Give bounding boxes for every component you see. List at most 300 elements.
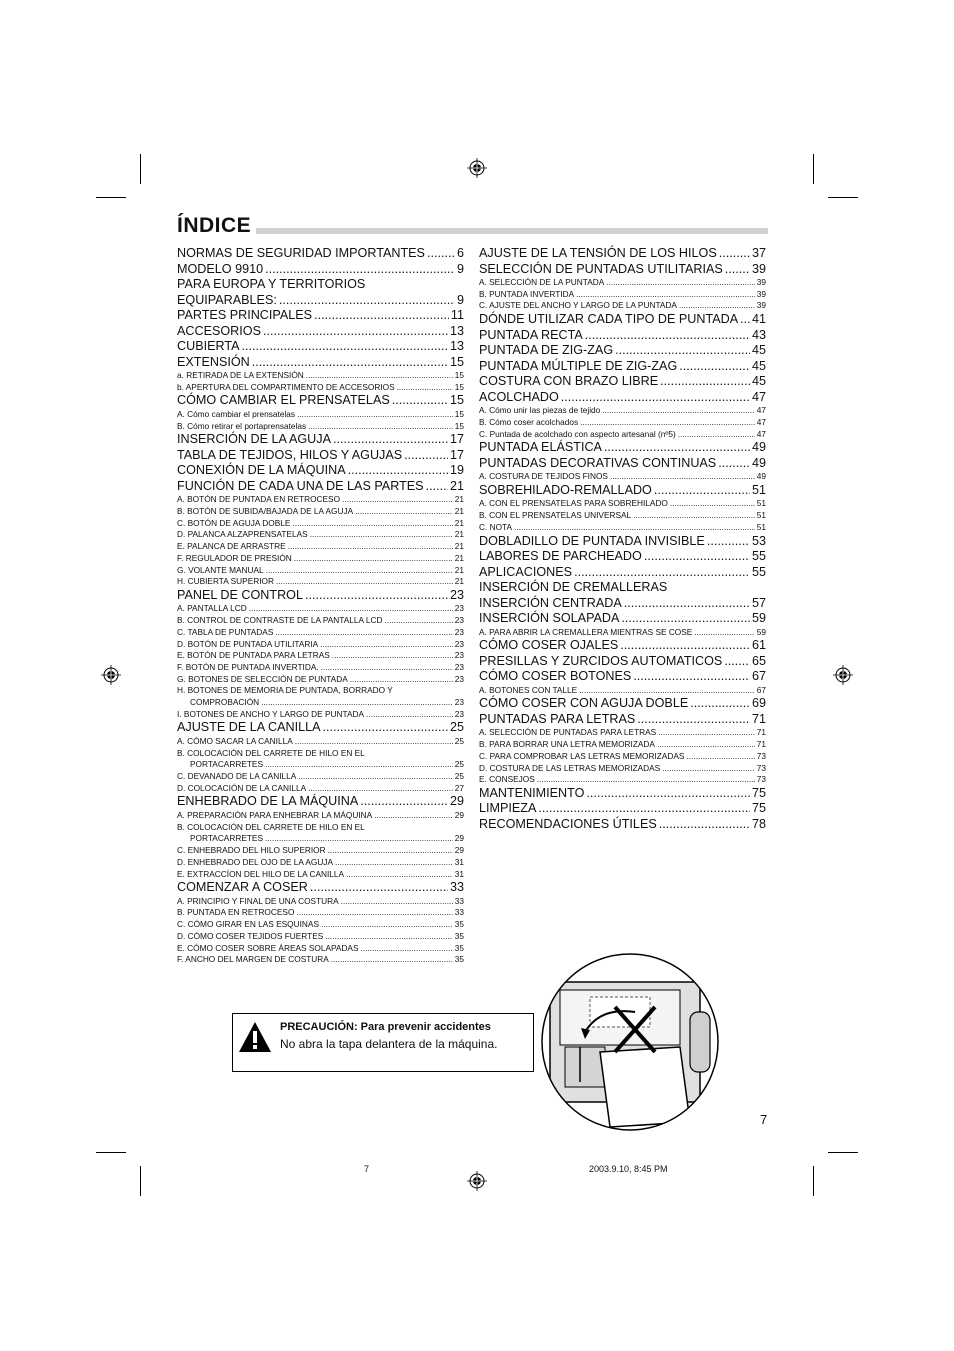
toc-entry xyxy=(177,603,464,615)
toc-entry xyxy=(177,931,464,943)
toc-leader-dots xyxy=(397,382,453,394)
toc-entry xyxy=(177,393,464,409)
toc-leader-dots xyxy=(654,483,750,499)
footer-timestamp: 2003.9.10, 8:45 PM xyxy=(589,1164,668,1174)
caution-box xyxy=(232,1013,534,1072)
toc-entry xyxy=(177,907,464,919)
sewing-machine-front-cover-icon xyxy=(540,952,720,1132)
toc-entry-label: APLICACIONES xyxy=(479,564,573,579)
toc-entry xyxy=(479,429,766,441)
toc-entry-label: AJUSTE DE LA CANILLA xyxy=(177,720,321,735)
toc-entry-label: CÓMO CAMBIAR EL PRENSATELAS xyxy=(177,393,390,408)
toc-entry-page: 13 xyxy=(449,339,464,353)
toc-entry-label: B. COLOCACIÓN DEL CARRETE DE HILO EN EL xyxy=(177,821,365,832)
toc-entry-label: B. PUNTADA EN RETROCESO xyxy=(177,907,295,918)
toc-entry xyxy=(177,736,464,748)
toc-entry-page: 55 xyxy=(751,549,766,564)
toc-entry-page: 43 xyxy=(751,327,766,342)
toc-leader-dots xyxy=(346,869,453,881)
toc-entry-label: B. Cómo retirar el portaprensatelas xyxy=(177,420,307,431)
registration-mark-icon xyxy=(467,1171,487,1191)
toc-entry-page: 9 xyxy=(456,261,464,276)
toc-entry-label: INSERCIÓN DE CREMALLERAS xyxy=(479,580,668,595)
toc-leader-dots xyxy=(670,498,755,510)
toc-entry xyxy=(177,919,464,931)
toc-entry-page: 29 xyxy=(449,794,464,809)
toc-entry xyxy=(479,390,766,406)
toc-entry-label: ENHEBRADO DE LA MÁQUINA xyxy=(177,794,359,809)
toc-leader-dots xyxy=(298,771,452,783)
toc-entry xyxy=(177,277,464,293)
toc-entry-label: INSERCIÓN SOLAPADA xyxy=(479,611,620,626)
toc-left-column xyxy=(177,246,464,966)
toc-entry-page: 23 xyxy=(454,638,464,649)
toc-leader-dots xyxy=(265,759,453,771)
toc-entry-label: C. ENHEBRADO DEL HILO SUPERIOR xyxy=(177,845,326,856)
toc-entry-page: 11 xyxy=(450,308,464,322)
toc-entry-label: CÓMO COSER OJALES xyxy=(479,638,619,653)
toc-entry-page: 39 xyxy=(751,261,766,276)
toc-entry-label: B. PUNTADA INVERTIDA xyxy=(479,288,575,299)
toc-entry-label: PRESILLAS Y ZURCIDOS AUTOMATICOS xyxy=(479,653,723,668)
toc-entry-label: CÓMO COSER BOTONES xyxy=(479,669,632,684)
toc-leader-dots xyxy=(576,289,755,301)
toc-entry-label: I. BOTONES DE ANCHO Y LARGO DE PUNTADA xyxy=(177,708,365,719)
toc-leader-dots xyxy=(310,529,453,541)
toc-entry-label: DOBLADILLO DE PUNTADA INVISIBLE xyxy=(479,533,705,548)
toc-leader-dots xyxy=(276,576,453,588)
toc-entry xyxy=(177,833,464,845)
toc-leader-dots xyxy=(355,506,453,518)
toc-entry-page: 69 xyxy=(751,696,766,711)
toc-entry-label: PANEL DE CONTROL xyxy=(177,587,303,602)
toc-leader-dots xyxy=(263,324,448,340)
toc-entry-label: a. RETIRADA DE LA EXTENSIÓN xyxy=(177,370,304,380)
toc-entry-label: EXTENSIÓN xyxy=(177,354,250,369)
toc-leader-dots xyxy=(624,596,750,612)
toc-leader-dots xyxy=(297,409,453,421)
toc-entry-label: E. CÓMO COSER SOBRE ÁREAS SOLAPADAS xyxy=(177,942,359,953)
toc-entry xyxy=(177,541,464,553)
toc-leader-dots xyxy=(537,774,755,786)
toc-entry-label: B. PARA BORRAR UNA LETRA MEMORIZADA xyxy=(479,739,655,750)
toc-entry-label: b. APERTURA DEL COMPARTIMENTO DE ACCESORIOS xyxy=(177,381,395,392)
toc-entry-page: 47 xyxy=(756,416,766,427)
toc-entry xyxy=(177,382,464,394)
toc-entry xyxy=(479,359,766,375)
toc-entry xyxy=(479,696,766,712)
toc-entry-label: B. CON EL PRENSATELAS UNIVERSAL xyxy=(479,510,632,521)
toc-leader-dots xyxy=(275,627,452,639)
toc-entry xyxy=(177,463,464,479)
toc-entry-label: INSERCIÓN DE LA AGUJA xyxy=(177,432,331,447)
toc-leader-dots xyxy=(331,954,453,966)
toc-entry xyxy=(479,343,766,359)
toc-entry-page: 67 xyxy=(751,669,766,684)
toc-entry-label: B. BOTÓN DE SUBIDA/BAJADA DE LA AGUJA xyxy=(177,506,354,517)
toc-entry-label: A. CON EL PRENSATELAS PARA SOBREHILADO xyxy=(479,498,668,509)
toc-entry xyxy=(177,355,464,371)
toc-leader-dots xyxy=(314,308,449,324)
crop-mark xyxy=(140,154,141,184)
toc-leader-dots xyxy=(292,518,452,530)
toc-entry-page: 29 xyxy=(454,845,464,856)
toc-entry-label: C. PARA COMPROBAR LAS LETRAS MEMORIZADAS xyxy=(479,750,685,761)
toc-entry-label: CÓMO COSER CON AGUJA DOBLE xyxy=(479,696,689,711)
toc-entry xyxy=(177,943,464,955)
toc-entry xyxy=(479,300,766,312)
toc-entry-label: D. COSTURA DE LAS LETRAS MEMORIZADAS xyxy=(479,762,661,773)
toc-entry-label: PORTACARRETES xyxy=(190,833,263,844)
toc-entry xyxy=(177,506,464,518)
toc-entry-label: PUNTADAS PARA LETRAS xyxy=(479,711,636,726)
toc-leader-dots xyxy=(384,615,452,627)
toc-entry-label: COSTURA CON BRAZO LIBRE xyxy=(479,374,659,389)
toc-entry xyxy=(177,810,464,822)
toc-entry-page: 19 xyxy=(449,463,464,478)
toc-entry-page: 39 xyxy=(756,300,766,311)
toc-entry-page: 45 xyxy=(751,343,766,358)
toc-entry xyxy=(177,627,464,639)
toc-entry xyxy=(479,727,766,739)
crop-mark xyxy=(96,197,126,198)
toc-leader-dots xyxy=(585,328,750,344)
toc-entry xyxy=(177,845,464,857)
toc-entry-label: F. BOTÓN DE PUNTADA INVERTIDA. xyxy=(177,661,319,672)
toc-entry-label: A. PRINCIPIO Y FINAL DE UNA COSTURA xyxy=(177,895,339,906)
toc-entry-page: 75 xyxy=(751,801,766,816)
toc-entry-label: CUBIERTA xyxy=(177,339,240,353)
toc-entry-label: B. Cómo coser acolchados xyxy=(479,416,579,427)
toc-entry xyxy=(177,650,464,662)
toc-entry-label: PORTACARRETES xyxy=(190,759,263,770)
toc-entry-page: 73 xyxy=(756,762,766,773)
toc-entry-label: CONEXIÓN DE LA MÁQUINA xyxy=(177,463,346,478)
toc-leader-dots xyxy=(265,262,455,278)
toc-entry-label: E. CONSEJOS xyxy=(479,774,535,785)
toc-leader-dots xyxy=(321,662,453,674)
toc-entry-page: 17 xyxy=(449,432,464,447)
toc-entry-label: SELECCIÓN DE PUNTADAS UTILITARIAS xyxy=(479,261,723,276)
toc-entry xyxy=(177,246,464,262)
toc-entry xyxy=(177,783,464,795)
toc-entry-label: A. PREPARACIÓN PARA ENHEBRAR LA MÁQUINA xyxy=(177,809,373,820)
toc-leader-dots xyxy=(266,565,453,577)
toc-entry xyxy=(479,549,766,565)
toc-entry xyxy=(177,685,464,697)
toc-entry xyxy=(479,456,766,472)
toc-entry xyxy=(479,262,766,278)
toc-entry-page: 71 xyxy=(756,727,766,738)
toc-leader-dots xyxy=(325,931,452,943)
toc-entry-label: C. TABLA DE PUNTADAS xyxy=(177,626,274,637)
crop-mark xyxy=(828,197,858,198)
toc-entry-label: A. Cómo cambiar el prensatelas xyxy=(177,408,296,419)
toc-entry-page: 23 xyxy=(454,697,464,708)
toc-entry-page: 15 xyxy=(454,370,464,380)
toc-leader-dots xyxy=(427,246,455,262)
toc-entry-label: EQUIPARABLES: xyxy=(177,292,277,307)
toc-entry-label: B. CONTROL DE CONTRASTE DE LA PANTALLA LCD xyxy=(177,615,383,626)
toc-entry-page: 23 xyxy=(449,587,464,602)
page-number: 7 xyxy=(760,1112,768,1127)
toc-entry-label: PUNTADA MÚLTIPLE DE ZIG-ZAG xyxy=(479,358,678,373)
toc-entry-label: A. SELECCIÓN DE PUNTADAS PARA LETRAS xyxy=(479,727,657,738)
toc-leader-dots xyxy=(658,727,755,739)
toc-entry-label: PUNTADAS DECORATIVAS CONTINUAS xyxy=(479,455,717,470)
toc-entry-label: MODELO 9910 xyxy=(177,261,264,276)
toc-entry xyxy=(479,312,766,328)
toc-entry xyxy=(177,759,464,771)
toc-entry-page: 23 xyxy=(454,661,464,672)
toc-leader-dots xyxy=(321,919,453,931)
toc-entry xyxy=(479,654,766,670)
toc-entry xyxy=(177,615,464,627)
warning-triangle-icon xyxy=(238,1021,272,1053)
toc-leader-dots xyxy=(288,541,453,553)
toc-entry-label: A. PARA ABRIR LA CREMALLERA MIENTRAS SE COSE xyxy=(479,626,693,637)
toc-entry-page: 39 xyxy=(756,288,766,299)
toc-entry-page: 21 xyxy=(454,529,464,540)
toc-entry-label: PUNTADA RECTA xyxy=(479,327,583,342)
toc-entry-label: F. ANCHO DEL MARGEN DE COSTURA xyxy=(177,954,329,965)
toc-leader-dots xyxy=(707,534,750,550)
toc-entry xyxy=(177,370,464,382)
toc-entry-page: 49 xyxy=(751,455,766,470)
toc-leader-dots xyxy=(660,374,750,390)
toc-entry xyxy=(479,510,766,522)
toc-entry-label: E. BOTÓN DE PUNTADA PARA LETRAS xyxy=(177,650,330,661)
toc-entry-page: 21 xyxy=(454,541,464,552)
toc-entry-label: D. PALANCA ALZAPRENSATELAS xyxy=(177,529,308,540)
toc-entry-page: 6 xyxy=(456,246,464,260)
toc-leader-dots xyxy=(690,696,750,712)
registration-mark-icon xyxy=(833,665,853,685)
toc-entry-label: A. PANTALLA LCD xyxy=(177,603,247,614)
toc-entry xyxy=(177,529,464,541)
toc-entry-label: E. EXTRACCÍON DEL HILO DE LA CANILLA xyxy=(177,868,345,879)
toc-entry-label: A. Cómo unir las piezas de tejido xyxy=(479,405,601,416)
toc-leader-dots xyxy=(342,494,453,506)
toc-entry-page: 31 xyxy=(454,868,464,879)
title-rule xyxy=(256,228,768,234)
toc-leader-dots xyxy=(261,697,453,709)
toc-leader-dots xyxy=(633,510,755,522)
toc-entry-label: H. CUBIERTA SUPERIOR xyxy=(177,576,274,587)
toc-entry-label: A. BOTÓN DE PUNTADA EN RETROCESO xyxy=(177,494,341,505)
toc-entry xyxy=(177,576,464,588)
toc-entry-label: C. BOTÓN DE AGUJA DOBLE xyxy=(177,517,291,528)
toc-leader-dots xyxy=(662,763,755,775)
toc-entry xyxy=(177,869,464,881)
toc-entry xyxy=(177,822,464,834)
toc-leader-dots xyxy=(659,817,750,833)
toc-leader-dots xyxy=(644,549,750,565)
toc-entry-page: 51 xyxy=(756,521,766,532)
toc-leader-dots xyxy=(615,343,750,359)
toc-leader-dots xyxy=(514,522,755,534)
toc-entry xyxy=(177,494,464,506)
toc-entry-label: C. NOTA xyxy=(479,521,513,532)
toc-entry xyxy=(177,293,464,309)
toc-entry xyxy=(177,639,464,651)
toc-leader-dots xyxy=(724,654,750,670)
toc-entry xyxy=(479,763,766,775)
toc-entry-label: H. BOTONES DE MEMORIA DE PUNTADA, BORRADO Y xyxy=(177,685,393,696)
toc-leader-dots xyxy=(305,588,448,604)
toc-entry-label: A. COSTURA DE TEJIDOS FINOS xyxy=(479,471,608,482)
toc-entry-label: LABORES DE PARCHEADO xyxy=(479,549,642,564)
toc-entry xyxy=(479,440,766,456)
toc-entry-label: PARA EUROPA Y TERRITORIOS xyxy=(177,277,366,291)
toc-leader-dots xyxy=(328,845,453,857)
toc-entry xyxy=(479,417,766,429)
toc-entry-label: E. PALANCA DE ARRASTRE xyxy=(177,541,286,552)
toc-entry-label: TABLA DE TEJIDOS, HILOS Y AGUJAS xyxy=(177,447,403,462)
footer-page: 7 xyxy=(364,1164,370,1174)
toc-entry-page: 47 xyxy=(751,389,766,404)
toc-entry xyxy=(177,662,464,674)
toc-entry-page: 51 xyxy=(756,498,766,509)
toc-entry xyxy=(177,896,464,908)
toc-entry-page: 9 xyxy=(456,292,464,307)
toc-leader-dots xyxy=(579,685,755,697)
toc-entry-page: 21 xyxy=(449,478,464,493)
toc-leader-dots xyxy=(310,880,448,896)
toc-entry-page: 21 xyxy=(454,506,464,517)
toc-entry-page: 21 xyxy=(454,564,464,575)
toc-leader-dots xyxy=(295,736,453,748)
toc-entry xyxy=(177,720,464,736)
toc-leader-dots xyxy=(374,810,453,822)
toc-entry xyxy=(177,479,464,495)
toc-leader-dots xyxy=(719,246,750,262)
toc-entry-page: 23 xyxy=(454,626,464,637)
toc-leader-dots xyxy=(242,339,448,355)
toc-entry xyxy=(479,289,766,301)
toc-leader-dots xyxy=(602,405,754,417)
toc-right-column xyxy=(479,246,766,832)
toc-entry xyxy=(479,712,766,728)
toc-entry-label: G. VOLANTE MANUAL xyxy=(177,564,264,575)
toc-entry-page: 15 xyxy=(449,354,464,369)
toc-entry-label: ACOLCHADO xyxy=(479,389,559,404)
crop-mark xyxy=(813,154,814,184)
toc-leader-dots xyxy=(621,611,750,627)
toc-entry-label: DÓNDE UTILIZAR CADA TIPO DE PUNTADA xyxy=(479,312,739,327)
toc-entry-page: 23 xyxy=(454,708,464,719)
toc-entry xyxy=(177,674,464,686)
toc-entry-page: 49 xyxy=(751,440,766,455)
toc-entry xyxy=(177,324,464,340)
toc-entry-page: 15 xyxy=(454,408,464,419)
toc-leader-dots xyxy=(606,277,755,289)
toc-entry xyxy=(177,262,464,278)
toc-entry-label: MANTENIMIENTO xyxy=(479,785,585,800)
toc-entry-page: 51 xyxy=(756,510,766,521)
toc-entry-label: ACCESORIOS xyxy=(177,323,261,338)
toc-entry-page: 25 xyxy=(454,771,464,782)
toc-entry xyxy=(177,954,464,966)
toc-entry xyxy=(177,748,464,760)
toc-leader-dots xyxy=(361,943,453,955)
toc-entry-label: D. ENHEBRADO DEL OJO DE LA AGUJA xyxy=(177,856,333,867)
toc-entry-page: 47 xyxy=(756,405,766,416)
toc-entry-label: INSERCIÓN CENTRADA xyxy=(479,595,622,610)
toc-entry-page: 29 xyxy=(454,809,464,820)
toc-entry-label: AJUSTE DE LA TENSIÓN DE LOS HILOS xyxy=(479,246,717,260)
toc-entry-label: SOBREHILADO-REMALLADO xyxy=(479,482,652,497)
toc-entry-label: F. REGULADOR DE PRESIÓN xyxy=(177,552,292,563)
toc-leader-dots xyxy=(586,786,750,802)
toc-entry-page: 45 xyxy=(751,358,766,373)
toc-entry-label: G. BOTONES DE SELECCIÓN DE PUNTADA xyxy=(177,673,348,684)
toc-entry-page: 21 xyxy=(454,576,464,587)
toc-entry-label: C. Puntada de acolchado con aspecto artesanal (nº5) xyxy=(479,428,676,439)
toc-entry-page: 25 xyxy=(454,759,464,770)
toc-entry-page: 78 xyxy=(751,816,766,831)
toc-entry-page: 33 xyxy=(449,880,464,895)
toc-entry-page: 21 xyxy=(454,552,464,563)
toc-entry-page: 59 xyxy=(751,611,766,626)
toc-entry-page: 13 xyxy=(449,323,464,338)
toc-leader-dots xyxy=(252,355,448,371)
toc-entry-label: D. COLOCACIÓN DE LA CANILLA xyxy=(177,782,307,793)
toc-entry xyxy=(479,596,766,612)
toc-entry-label: A. SELECCIÓN DE LA PUNTADA xyxy=(479,277,605,287)
toc-entry xyxy=(479,471,766,483)
toc-entry xyxy=(479,328,766,344)
toc-entry-page: 33 xyxy=(454,907,464,918)
toc-entry xyxy=(479,405,766,417)
toc-leader-dots xyxy=(686,751,754,763)
toc-entry-page: 65 xyxy=(751,653,766,668)
toc-leader-dots xyxy=(296,907,452,919)
toc-entry-label: A. CÓMO SACAR LA CANILLA xyxy=(177,735,293,746)
toc-entry-page: 35 xyxy=(454,919,464,930)
toc-entry-label: PUNTADA DE ZIG-ZAG xyxy=(479,343,614,358)
toc-entry-label: COMENZAR A COSER xyxy=(177,880,308,895)
toc-leader-dots xyxy=(306,370,453,382)
toc-entry xyxy=(479,801,766,817)
toc-entry xyxy=(177,709,464,721)
toc-leader-dots xyxy=(574,565,750,581)
toc-leader-dots xyxy=(538,801,750,817)
toc-entry xyxy=(177,880,464,896)
toc-entry-page: 71 xyxy=(756,739,766,750)
toc-entry-page: 41 xyxy=(751,312,766,327)
page-title: ÍNDICE xyxy=(177,214,252,237)
toc-entry-page: 23 xyxy=(454,673,464,684)
toc-entry-label: B. COLOCACIÓN DEL CARRETE DE HILO EN EL xyxy=(177,747,365,758)
toc-entry-page: 25 xyxy=(454,735,464,746)
toc-entry-label: D. CÓMO COSER TEJIDOS FUERTES xyxy=(177,930,324,941)
toc-leader-dots xyxy=(718,456,750,472)
toc-entry xyxy=(479,611,766,627)
toc-entry-page: 15 xyxy=(454,381,464,392)
caution-text: No abra la tapa delantera de la máquina. xyxy=(280,1037,498,1051)
toc-entry-page: 35 xyxy=(454,954,464,965)
toc-entry-page: 31 xyxy=(454,856,464,867)
toc-leader-dots xyxy=(604,440,750,456)
toc-entry-label: PARTES PRINCIPALES xyxy=(177,308,313,322)
toc-entry xyxy=(479,751,766,763)
toc-leader-dots xyxy=(341,896,453,908)
toc-entry xyxy=(479,374,766,390)
crop-mark xyxy=(140,1166,141,1196)
toc-entry xyxy=(479,277,766,289)
toc-leader-dots xyxy=(332,650,453,662)
